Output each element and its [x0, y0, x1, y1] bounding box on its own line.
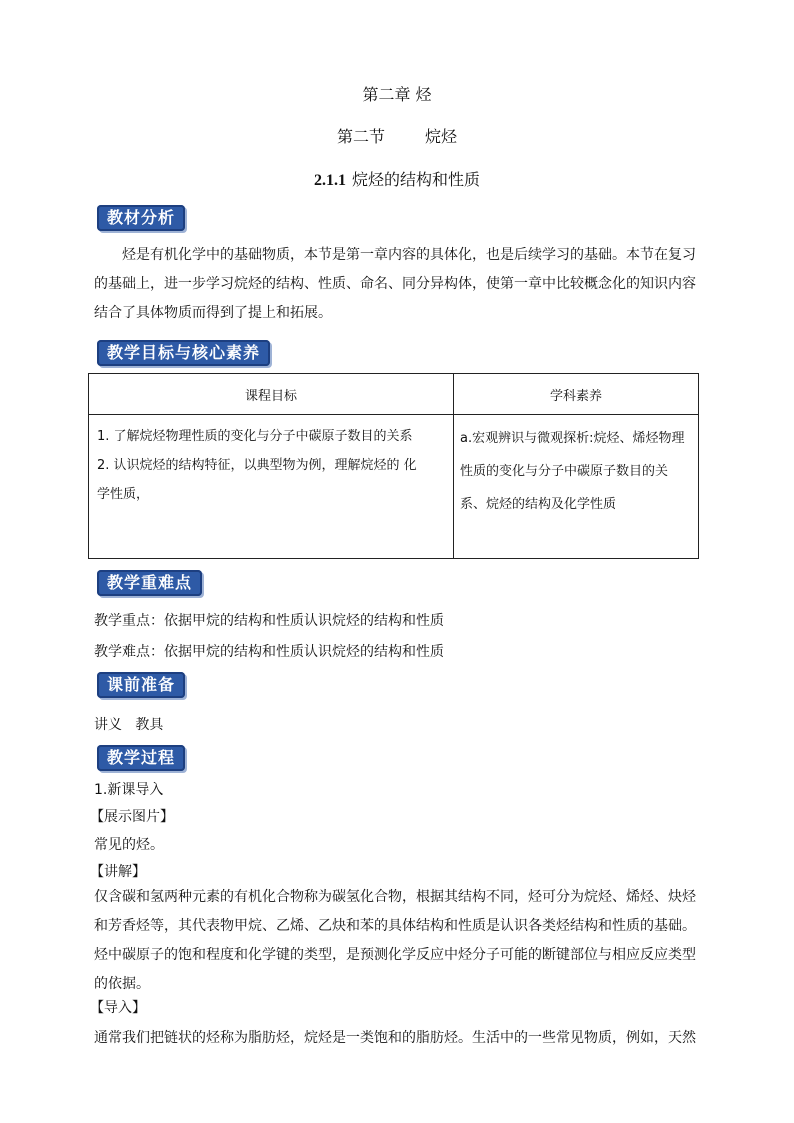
lesson-name: 烷烃的结构和性质: [351, 170, 480, 189]
key-point: 教学重点：依据甲烷的结构和性质认识烷烃的结构和性质: [94, 613, 444, 629]
course-goal-line-3: 学性质，: [97, 487, 150, 502]
process-badge: 教学过程: [97, 745, 185, 771]
goals-badge: 教学目标与核心素养: [97, 340, 270, 366]
goals-literacy-cell: [454, 415, 699, 559]
explain-paragraph: [94, 883, 706, 999]
section-title: [0, 124, 794, 147]
difficult-point: 教学难点：依据甲烷的结构和性质认识烷烃的结构和性质: [94, 644, 444, 660]
analysis-line-2: 的基础上，进一步学习烷烃的结构、性质、命名、同分异构体，使第一章中比较概念化的知识内容: [94, 276, 696, 292]
goals-header-literacy: 学科素养: [454, 374, 699, 415]
explain-heading: 【讲解】: [90, 864, 146, 880]
preparation-text: 讲义 教具: [94, 717, 164, 733]
analysis-line-1: 烃是有机化学中的基础物质，本节是第一章内容的具体化，也是后续学习的基础。本节在复习: [122, 247, 696, 263]
explain-line-3: 烃中碳原子的饱和程度和化学键的类型，是预测化学反应中烃分子可能的断键部位与相应反应类型: [94, 947, 696, 963]
goals-table: [88, 373, 699, 559]
section-number: 第二节: [336, 127, 385, 146]
analysis-line-3: 结合了具体物质而得到了提上和拓展。: [94, 305, 332, 321]
analysis-paragraph: [94, 241, 702, 328]
explain-line-2: 和芳香烃等，其代表物甲烷、乙烯、乙炔和苯的具体结构和性质是认识各类烃结构和性质的基础。: [94, 918, 696, 934]
section-name: 烷烃: [425, 127, 458, 146]
difficulties-badge: 教学重难点: [97, 570, 202, 596]
literacy-line-3: 系、烷烃的结构及化学性质: [460, 497, 617, 512]
process-step-1: 1.新课导入: [94, 782, 164, 798]
explain-line-4: 的依据。: [94, 976, 150, 992]
show-picture-heading: 【展示图片】: [90, 809, 174, 825]
course-goal-line-2: 2. 认识烷烃的结构特征，以典型物为例，理解烷烃的 化: [97, 458, 417, 473]
literacy-line-2: 性质的变化与分子中碳原子数目的关: [460, 464, 669, 479]
goals-table-header-row: [89, 374, 699, 415]
lesson-title: [0, 167, 794, 190]
goals-table-body-row: [89, 415, 699, 559]
preparation-badge: 课前准备: [97, 672, 185, 698]
common-hydrocarbons: 常见的烃。: [94, 837, 164, 853]
goals-course-cell: [89, 415, 454, 559]
goals-header-course: 课程目标: [89, 374, 454, 415]
intro-line: 通常我们把链状的烃称为脂肪烃，烷烃是一类饱和的脂肪烃。生活中的一些常见物质，例如，天然: [94, 1030, 696, 1046]
chapter-title: 第二章 烃: [362, 85, 432, 104]
intro-heading: 【导入】: [90, 1000, 146, 1016]
explain-line-1: 仅含碳和氢两种元素的有机化合物称为碳氢化合物，根据其结构不同，烃可分为烷烃、烯烃、炔烃: [94, 889, 696, 905]
literacy-line-1: a.宏观辨识与微观探析:烷烃、烯烃物理: [460, 431, 685, 446]
lesson-number: 2.1.1: [313, 172, 346, 189]
course-goal-line-1: 1. 了解烷烃物理性质的变化与分子中碳原子数目的关系: [97, 429, 413, 444]
analysis-badge: 教材分析: [97, 205, 185, 231]
